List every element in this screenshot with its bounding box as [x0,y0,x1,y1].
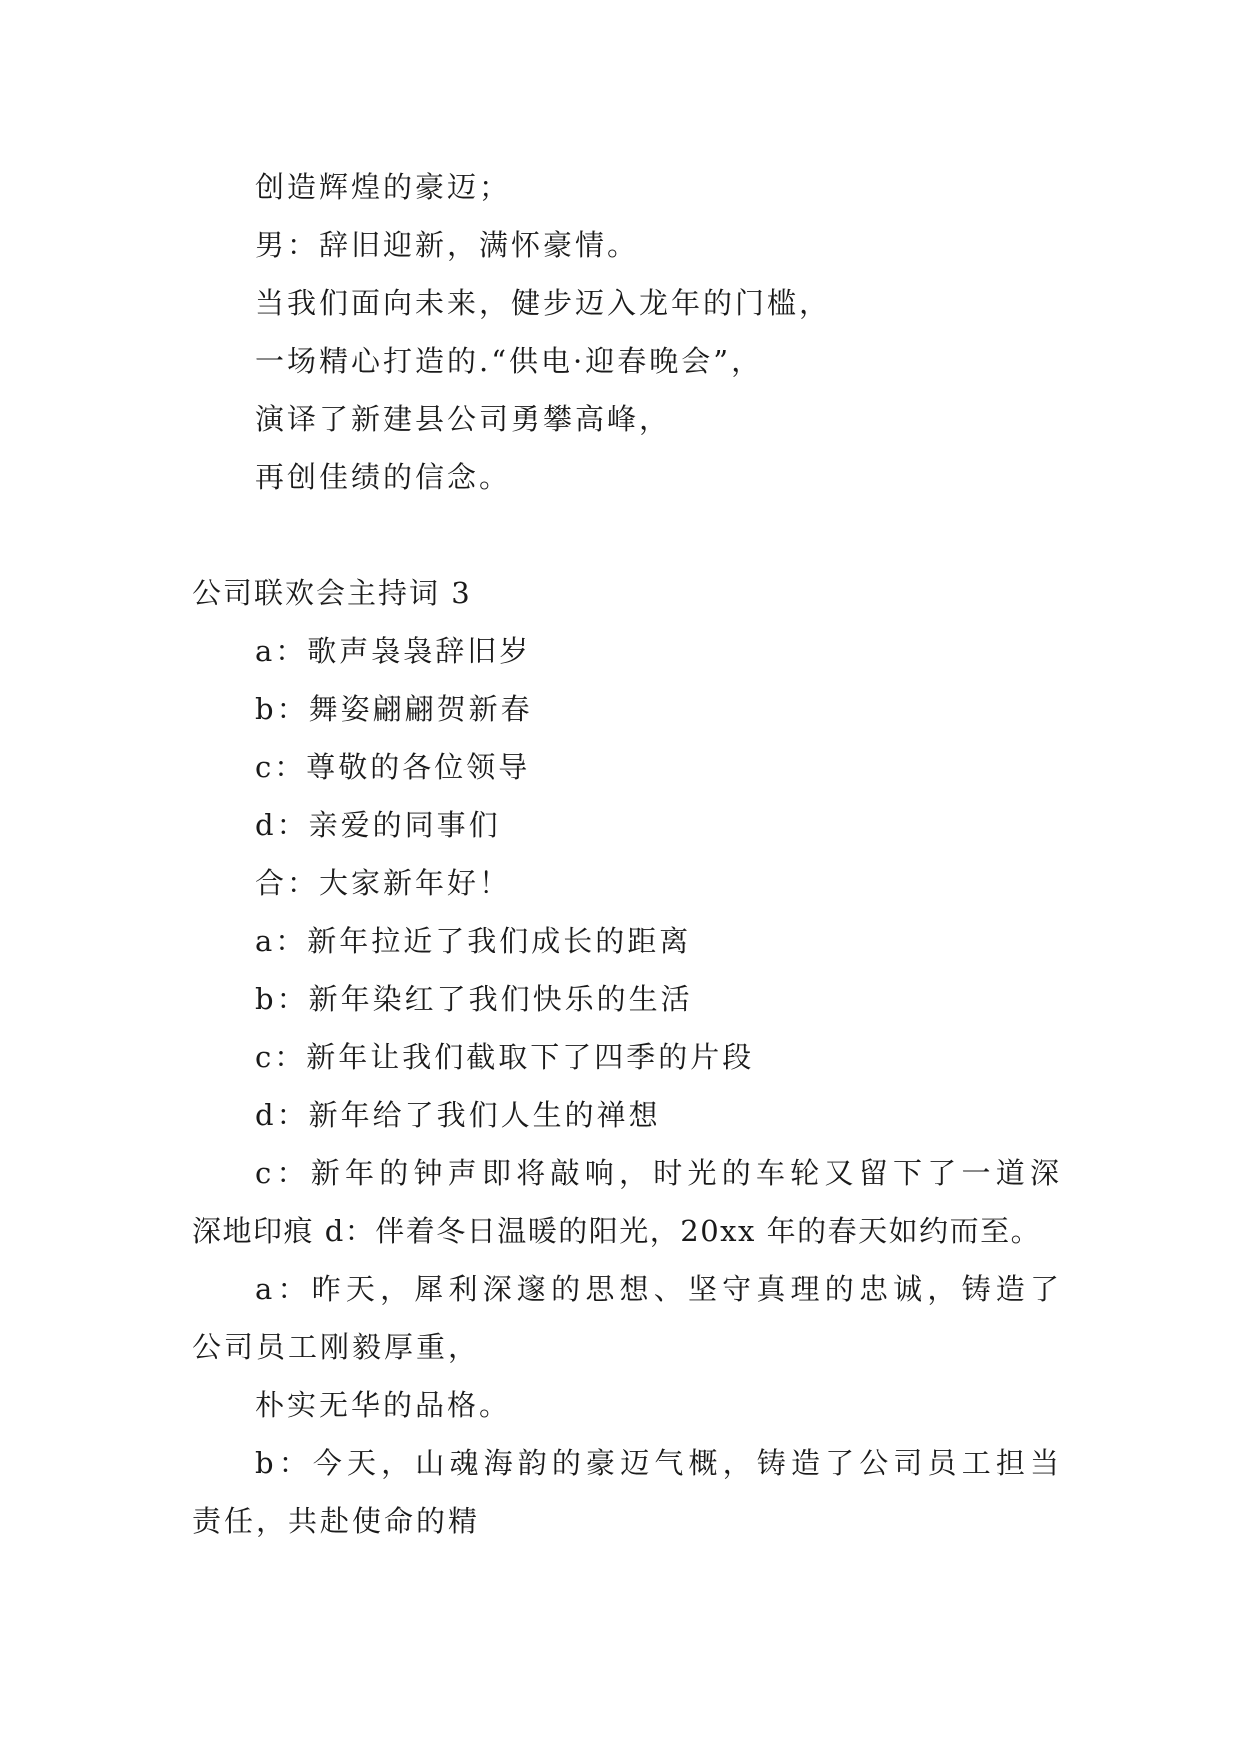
dialogue-line: 公司员工刚毅厚重， [192,1330,481,1364]
document-body [192,158,1062,1550]
dialogue-line: d：新年给了我们人生的禅想 [255,1098,661,1132]
dialogue-line: a：歌声袅袅辞旧岁 [255,634,532,668]
text-line: 再创佳绩的信念。 [255,460,512,494]
dialogue-line: c：新年让我们截取下了四季的片段 [255,1040,755,1074]
dialogue-line: d：亲爱的同事们 [255,808,501,842]
text-line: 一场精心打造的.“供电·迎春晚会”， [255,344,764,378]
dialogue-line: c：新年的钟声即将敲响，时光的车轮又留下了一道深 [255,1156,1062,1190]
paragraph-gap [192,506,1062,564]
dialogue-line: 责任，共赴使命的精 [192,1504,481,1538]
text-line: 男：辞旧迎新，满怀豪情。 [255,228,640,262]
dialogue-line: b：舞姿翩翩贺新春 [255,692,533,726]
text-line: 演译了新建县公司勇攀高峰， [255,402,672,436]
dialogue-line: 合：大家新年好！ [255,866,512,900]
text-line: 当我们面向未来，健步迈入龙年的门槛， [255,286,832,320]
dialogue-line: b：今天，山魂海韵的豪迈气概，铸造了公司员工担当 [255,1446,1062,1480]
dialogue-line: 深地印痕 d：伴着冬日温暖的阳光，20xx 年的春天如约而至。 [192,1214,1042,1248]
dialogue-line: a：新年拉近了我们成长的距离 [255,924,692,958]
text-line: 创造辉煌的豪迈； [255,170,512,204]
dialogue-line: c：尊敬的各位领导 [255,750,531,784]
dialogue-line: b：新年染红了我们快乐的生活 [255,982,693,1016]
dialogue-line: a：昨天，犀利深邃的思想、坚守真理的忠诚，铸造了 [255,1272,1062,1306]
dialogue-line: 朴实无华的品格。 [255,1388,512,1422]
section-title: 公司联欢会主持词 3 [192,576,472,610]
